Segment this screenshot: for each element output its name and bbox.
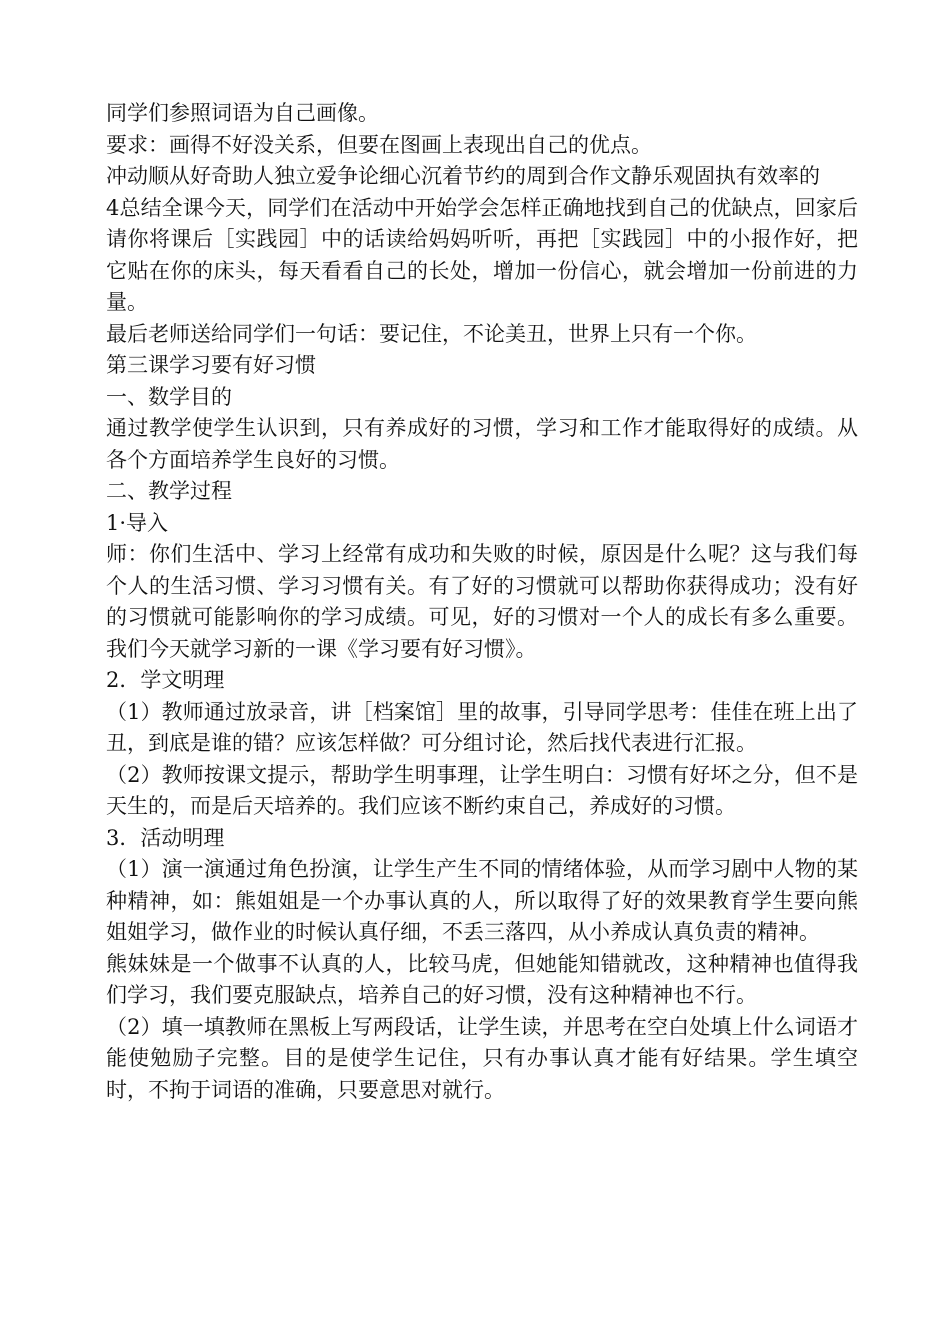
paragraph-reading-2: （2）教师按课文提示，帮助学生明事理，让学生明白：习惯有好坏之分，但不是天生的，而是后天培养的。我们应该不断约束自己，养成好的习惯。 xyxy=(106,762,858,818)
paragraph-self-portrait: 同学们参照词语为自己画像。 xyxy=(106,101,379,125)
paragraph-word-list: 冲动顺从好奇助人独立爱争论细心沉着节约的周到合作文静乐观固执有效率的 xyxy=(106,164,820,188)
paragraph-activity-1: （1）演一演通过角色扮演，让学生产生不同的情绪体验，从而学习剧中人物的某种精神，如：熊姐姐是一个办事认真的人，所以取得了好的效果教育学生要向熊姐姐学习，做作业的时候认真仔细，不丢三落四，从小养成认真负责的精神。 xyxy=(106,857,858,944)
paragraph-closing-words: 最后老师送给同学们一句话：要记住，不论美丑，世界上只有一个你。 xyxy=(106,321,757,346)
paragraph-activity-1b: 熊妹妹是一个做事不认真的人，比较马虎，但她能知错就改，这种精神也值得我们学习，我们要克服缺点，培养自己的好习惯，没有这种精神也不行。 xyxy=(106,951,858,1007)
paragraph-activity-2: （2）填一填教师在黑板上写两段话，让学生读，并思考在空白处填上什么词语才能使勉励子完整。目的是使学生记住，只有办事认真才能有好结果。学生填空时，不拘于词语的准确，只要意思对就行。 xyxy=(106,1014,858,1102)
lesson-title: 第三课学习要有好习惯 xyxy=(106,353,316,377)
paragraph-summary: 4总结全课今天，同学们在活动中开始学会怎样正确地找到自己的优缺点，回家后请你将课后［实践园］中的话读给妈妈听听，再把［实践园］中的小报作好，把它贴在你的床头，每天看看自己的长处，增加一份信心，就会增加一份前进的力量。 xyxy=(106,195,858,314)
document-body xyxy=(106,98,858,1106)
paragraph-reading-1: （1）教师通过放录音，讲［档案馆］里的故事，引导同学思考：佳佳在班上出了丑，到底是谁的错？应该怎样做？可分组讨论，然后找代表进行汇报。 xyxy=(106,699,858,755)
subheading-intro: 1·导入 xyxy=(106,510,169,535)
paragraph-goals: 通过教学使学生认识到，只有养成好的习惯，学习和工作才能取得好的成绩。从各个方面培养学生良好的习惯。 xyxy=(106,416,858,472)
paragraph-intro: 师：你们生活中、学习上经常有成功和失败的时候，原因是什么呢？这与我们每个人的生活习惯、学习习惯有关。有了好的习惯就可以帮助你获得成功；没有好的习惯就可能影响你的学习成绩。可见，好的习惯对一个人的成长有多么重要。我们今天就学习新的一课《学习要有好习惯》。 xyxy=(106,542,858,661)
paragraph-requirement: 要求：画得不好没关系，但要在图画上表现出自己的优点。 xyxy=(106,132,652,157)
section-heading-process: 二、教学过程 xyxy=(106,479,232,503)
subheading-reading: 2．学文明理 xyxy=(106,668,225,692)
section-heading-goals: 一、数学目的 xyxy=(106,384,232,409)
subheading-activity: 3．活动明理 xyxy=(106,825,225,850)
